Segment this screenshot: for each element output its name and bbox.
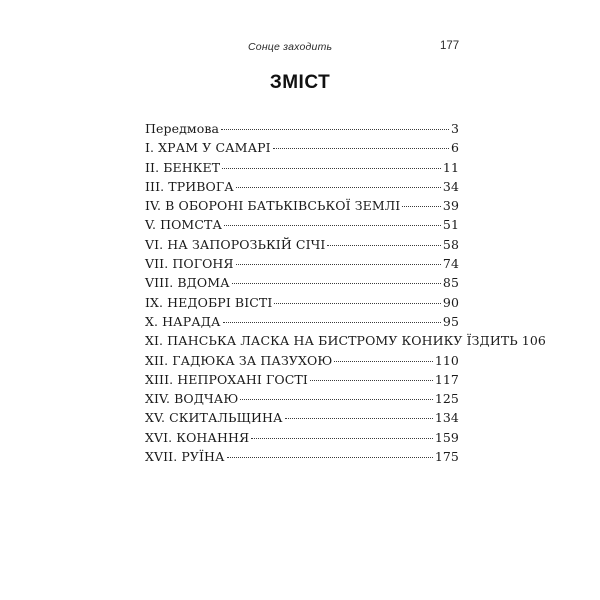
toc-entry — [145, 235, 459, 254]
toc-entry-page: 125 — [434, 391, 459, 407]
toc-entry — [145, 447, 459, 466]
toc-entry-title: X. НАРАДА — [145, 313, 221, 329]
toc-entry-title: XVI. КОНАННЯ — [145, 429, 250, 445]
dot-leader — [224, 224, 441, 226]
toc-entry — [145, 293, 459, 312]
toc-entry-title: XV. СКИТАЛЬЩИНА — [145, 410, 283, 426]
toc-entry-page: 39 — [442, 198, 459, 214]
toc-entry-page: 34 — [442, 178, 459, 194]
toc-entry-title: ІІ. БЕНКЕТ — [145, 159, 221, 175]
dot-leader — [222, 167, 441, 169]
toc-entry — [145, 138, 459, 157]
toc-entry-page: 51 — [442, 217, 459, 233]
dot-leader — [285, 417, 433, 419]
toc-entry-title: IV. В ОБОРОНІ БАТЬКІВСЬКОЇ ЗЕМЛІ — [145, 198, 401, 214]
toc-entry-page: 11 — [442, 159, 459, 175]
toc-entry-title: V. ПОМСТА — [145, 217, 223, 233]
dot-leader — [232, 282, 441, 284]
toc-entry-title: XIII. НЕПРОХАНІ ГОСТІ — [145, 371, 308, 387]
toc-entry-page: 106 — [521, 333, 546, 349]
toc-entry — [145, 158, 459, 177]
toc-entry-title: XIV. ВОДЧАЮ — [145, 391, 239, 407]
toc-entry — [145, 331, 546, 350]
toc-entry-title: XVII. РУЇНА — [145, 449, 225, 465]
dot-leader — [227, 456, 433, 458]
toc-entry-page: 117 — [434, 371, 459, 387]
toc-entry — [145, 254, 459, 273]
toc-entry — [145, 215, 459, 234]
toc-entry — [145, 389, 459, 408]
dot-leader — [236, 263, 441, 265]
dot-leader — [251, 437, 433, 439]
toc-entry — [145, 177, 459, 196]
toc-entry-title: VIII. ВДОМА — [145, 275, 230, 291]
toc-entry — [145, 428, 459, 447]
toc-entry — [145, 408, 459, 427]
toc-entry-page: 85 — [442, 275, 459, 291]
toc-entry-page: 110 — [434, 352, 459, 368]
toc-entry-title: XII. ГАДЮКА ЗА ПАЗУХОЮ — [145, 352, 333, 368]
toc-entry-page: 6 — [450, 140, 459, 156]
toc-entry-page: 175 — [434, 449, 459, 465]
toc-entry — [145, 370, 459, 389]
toc-entry-title: XI. ПАНСЬКА ЛАСКА НА БИСТРОМУ КОНИКУ ЇЗДИТЬ — [145, 333, 518, 349]
page-number: 177 — [440, 40, 460, 52]
dot-leader — [273, 147, 449, 149]
toc-entry-page: 90 — [442, 294, 459, 310]
toc-entry-page: 74 — [442, 256, 459, 272]
dot-leader — [327, 244, 440, 246]
toc-entry — [145, 196, 459, 215]
dot-leader — [223, 321, 441, 323]
dot-leader — [221, 128, 449, 130]
toc-entry-page: 134 — [434, 410, 459, 426]
toc-entry — [145, 273, 459, 292]
dot-leader — [240, 398, 432, 400]
toc-entry-title: VІІ. ПОГОНЯ — [145, 256, 234, 272]
toc-entry-title: Передмова — [145, 121, 220, 136]
table-of-contents — [145, 119, 546, 466]
dot-leader — [274, 302, 441, 304]
toc-entry-page: 58 — [442, 236, 459, 252]
toc-entry — [145, 119, 459, 138]
toc-entry-page: 159 — [434, 429, 459, 445]
dot-leader — [236, 186, 441, 188]
running-head — [0, 41, 600, 59]
dot-leader — [334, 360, 432, 362]
toc-entry-title: IX. НЕДОБРІ ВІСТІ — [145, 294, 273, 310]
toc-entry — [145, 351, 459, 370]
toc-entry-title: І. ХРАМ У САМАРІ — [145, 140, 271, 156]
dot-leader — [402, 205, 441, 207]
toc-entry — [145, 312, 459, 331]
dot-leader — [310, 379, 433, 381]
toc-entry-title: ІІІ. ТРИВОГА — [145, 178, 234, 194]
toc-entry-page: 95 — [442, 313, 459, 329]
running-head-title: Сонце заходить — [248, 41, 333, 53]
toc-entry-page: 3 — [450, 121, 459, 136]
toc-entry-title: VI. НА ЗАПОРОЗЬКІЙ СІЧІ — [145, 236, 326, 252]
page-title: ЗМІСТ — [269, 72, 331, 93]
